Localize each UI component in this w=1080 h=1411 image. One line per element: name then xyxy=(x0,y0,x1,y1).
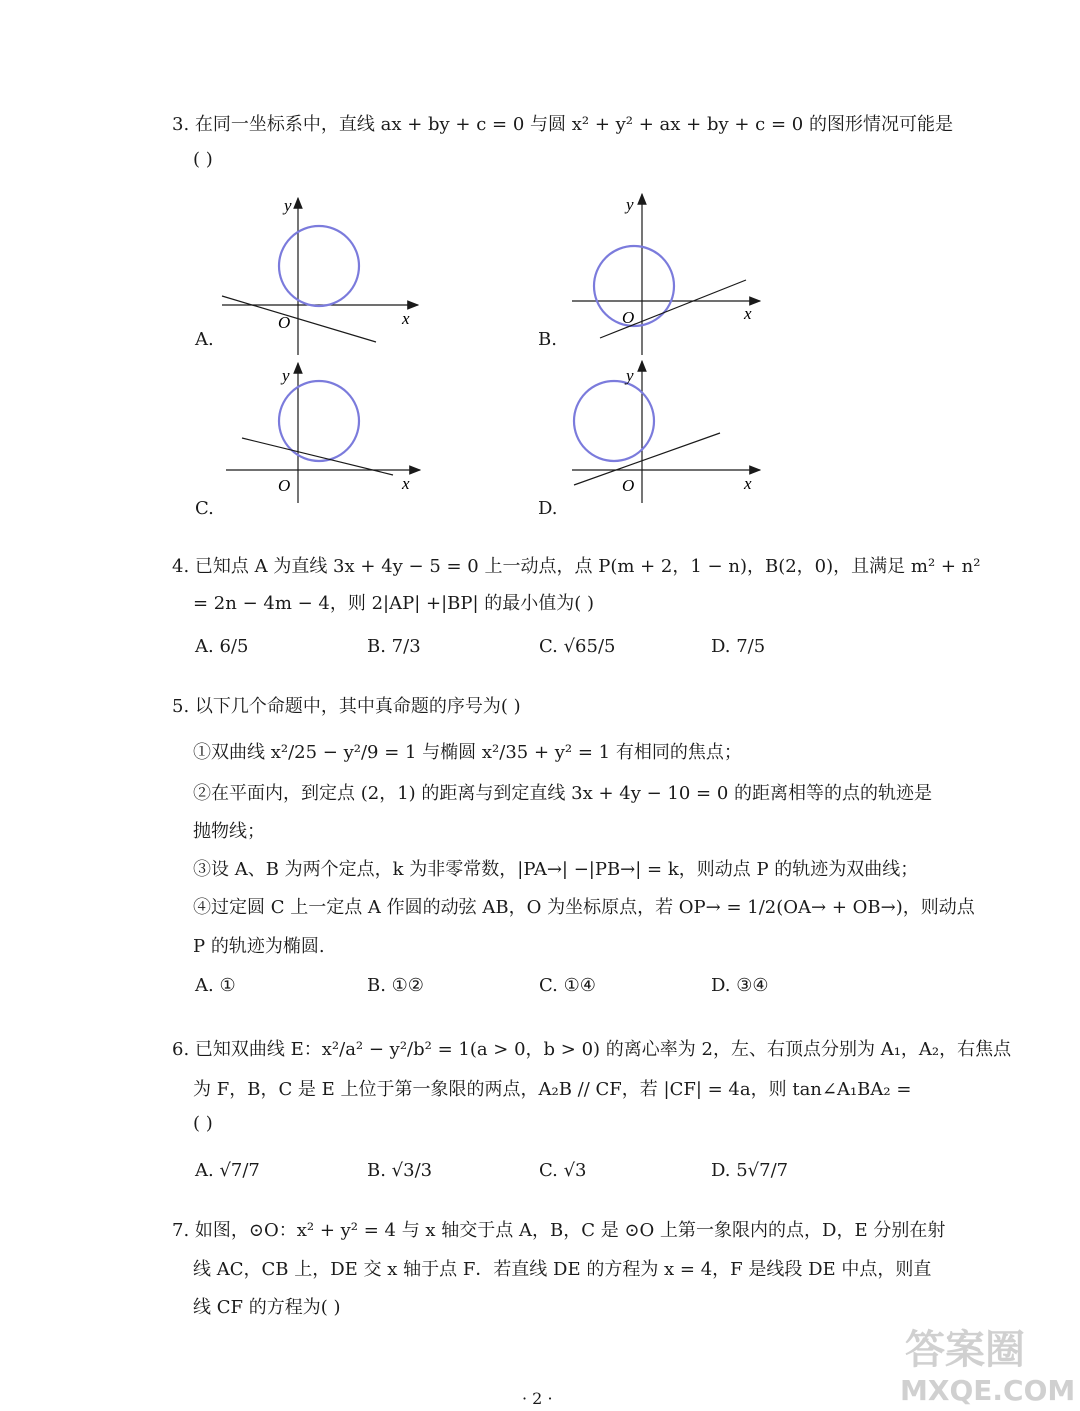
q3-figure-d xyxy=(520,355,780,505)
q6-stem-line3: ( ) xyxy=(193,1113,213,1134)
x-label: x xyxy=(744,304,752,323)
watermark-logo: 答案圈 xyxy=(905,1327,1025,1373)
q6-stem-line1: 6. 已知双曲线 E：x²/a² − y²/b² = 1(a > 0，b > 0) 的离心率为 2，左、右顶点分别为 A₁，A₂，右焦点 xyxy=(172,1039,1012,1060)
q6-option-b: B. √3/3 xyxy=(367,1160,433,1181)
q3-figure-b xyxy=(520,190,780,360)
q5-proposition-4-line2: P 的轨迹为椭圆. xyxy=(193,936,325,957)
q6-option-d: D. 5√7/7 xyxy=(711,1160,789,1181)
q5-proposition-2-line2: 抛物线； xyxy=(193,821,265,842)
line xyxy=(574,433,720,485)
q5-proposition-4-line1: ④过定圆 C 上一定点 A 作圆的动弦 AB，O 为坐标原点，若 OP→ = 1/2(OA→ + OB→)，则动点 xyxy=(193,897,975,918)
q3-stem-line2: ( ) xyxy=(193,149,213,170)
origin-label: O xyxy=(278,313,291,332)
q5-option-d: D. ③④ xyxy=(711,975,769,996)
q5-proposition-2-line1: ②在平面内，到定点 (2，1) 的距离与到定直线 3x + 4y − 10 = 0 的距离相等的点的轨迹是 xyxy=(193,783,932,804)
q5-proposition-3: ③设 A、B 为两个定点，k 为非零常数，|PA→| −|PB→| = k，则动点 P 的轨迹为双曲线； xyxy=(193,859,919,880)
y-label: y xyxy=(284,196,292,215)
x-label: x xyxy=(402,474,410,493)
q4-option-b: B. 7/3 xyxy=(367,636,421,657)
x-label: x xyxy=(744,474,752,493)
origin-label: O xyxy=(622,476,635,495)
watermark-url: MXQE.COM xyxy=(900,1374,1076,1407)
x-label: x xyxy=(402,309,410,328)
q7-stem-line1: 7. 如图，⊙O：x² + y² = 4 与 x 轴交于点 A，B，C 是 ⊙O 上第一象限内的点，D，E 分别在射 xyxy=(172,1220,946,1241)
circle xyxy=(279,226,359,306)
circle xyxy=(279,381,359,461)
q4-option-c: C. √65/5 xyxy=(539,636,616,657)
line xyxy=(222,296,376,342)
q5-option-c: C. ①④ xyxy=(539,975,596,996)
y-label: y xyxy=(626,195,634,214)
q6-stem-line2: 为 F，B，C 是 E 上位于第一象限的两点，A₂B // CF，若 |CF| = 4a，则 tan∠A₁BA₂ = xyxy=(193,1079,912,1100)
q3-figure-a xyxy=(180,190,440,360)
q4-stem-line2: = 2n − 4m − 4，则 2|AP| +|BP| 的最小值为( ) xyxy=(193,593,595,614)
q3-figure-c xyxy=(180,355,440,505)
q3-stem-line1: 3. 在同一坐标系中，直线 ax + by + c = 0 与圆 x² + y² + ax + by + c = 0 的图形情况可能是 xyxy=(172,114,953,135)
q3-label-d: D. xyxy=(538,498,558,519)
q5-proposition-1: ①双曲线 x²/25 − y²/9 = 1 与椭圆 x²/35 + y² = 1 有相同的焦点； xyxy=(193,742,742,763)
page-number: · 2 · xyxy=(522,1389,553,1408)
q4-stem-line1: 4. 已知点 A 为直线 3x + 4y − 5 = 0 上一动点，点 P(m + 2，1 − n)，B(2，0)，且满足 m² + n² xyxy=(172,556,981,577)
q3-label-c: C. xyxy=(195,498,214,519)
q3-label-b: B. xyxy=(538,329,557,350)
q5-option-a: A. ① xyxy=(195,975,236,996)
q6-option-a: A. √7/7 xyxy=(195,1160,260,1181)
q3-label-a: A. xyxy=(195,329,214,350)
y-label: y xyxy=(626,366,634,385)
origin-label: O xyxy=(622,308,635,327)
q7-stem-line3: 线 CF 的方程为( ) xyxy=(193,1297,341,1318)
q4-option-a: A. 6/5 xyxy=(195,636,249,657)
y-label: y xyxy=(282,366,290,385)
q7-stem-line2: 线 AC，CB 上，DE 交 x 轴于点 F．若直线 DE 的方程为 x = 4，F 是线段 DE 中点，则直 xyxy=(193,1259,932,1280)
q4-option-d: D. 7/5 xyxy=(711,636,766,657)
origin-label: O xyxy=(278,476,291,495)
q5-stem: 5. 以下几个命题中，其中真命题的序号为( ) xyxy=(172,696,521,717)
q5-option-b: B. ①② xyxy=(367,975,424,996)
q6-option-c: C. √3 xyxy=(539,1160,587,1181)
